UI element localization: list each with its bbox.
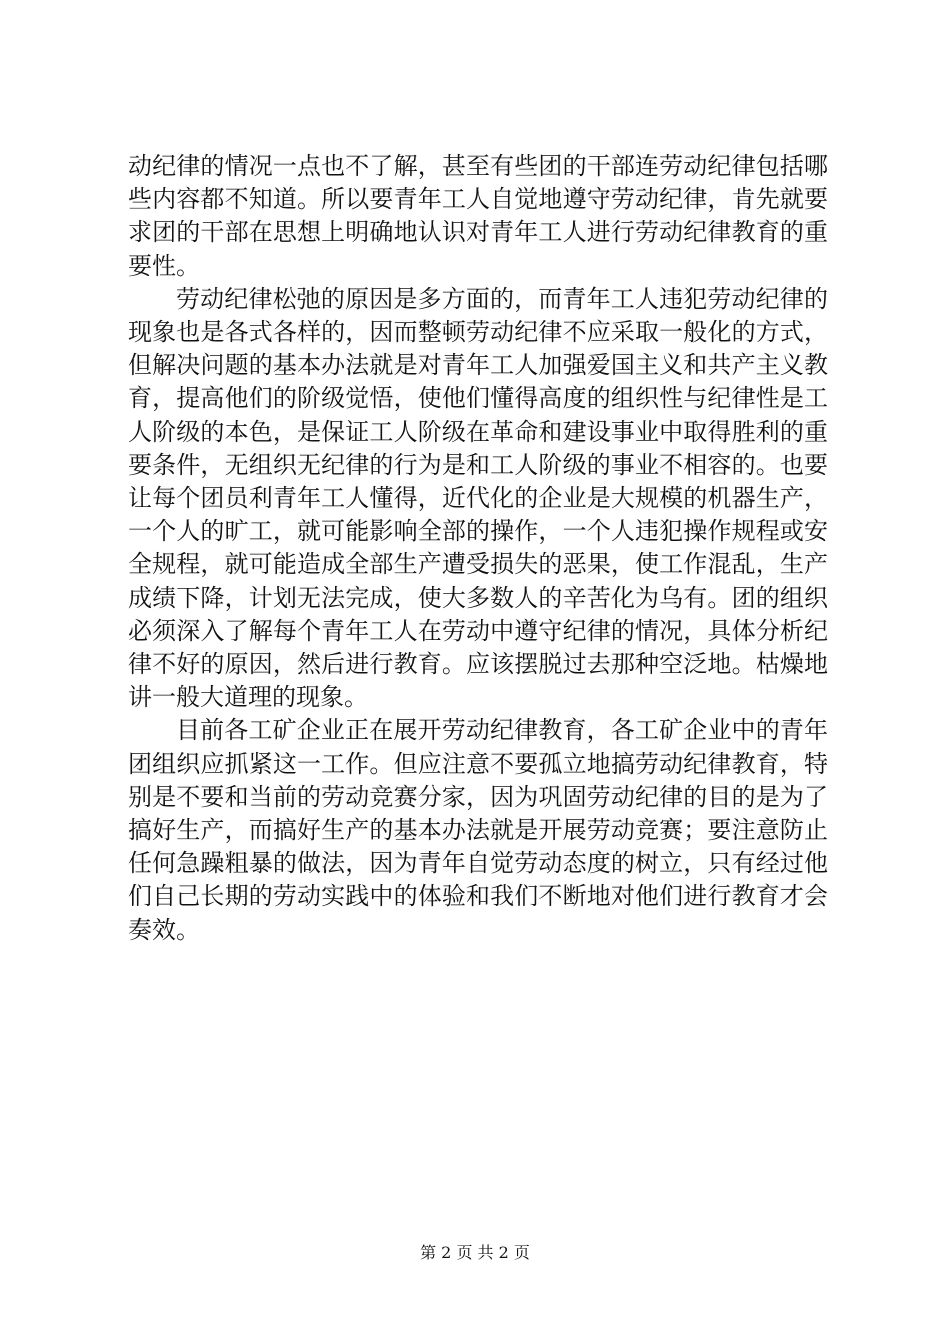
document-body xyxy=(128,150,828,947)
paragraph-continuation: 动纪律的情况一点也不了解，甚至有些团的干部连劳动纪律包括哪些内容都不知道。所以要青年工人自觉地遵守劳动纪律，肯先就要求团的干部在思想上明确地认识对青年工人进行劳动纪律教育的重要性。 xyxy=(128,152,828,280)
page-footer xyxy=(0,1243,950,1263)
paragraph-labor-discipline-causes: 劳动纪律松弛的原因是多方面的，而青年工人违犯劳动纪律的现象也是各式各样的，因而整顿劳动纪律不应采取一般化的方式，但解决问题的基本办法就是对青年工人加强爱国主义和共产主义教育，提高他们的阶级觉悟，使他们懂得高度的组织性与纪律性是工人阶级的本色，是保证工人阶级在革命和建设事业中取得胜利的重要条件，无组织无纪律的行为是和工人阶级的事业不相容的。也要让每个团员利青年工人懂得，近代化的企业是大规模的机器生产，一个人的旷工，就可能影响全部的操作，一个人违犯操作规程或安全规程，就可能造成全部生产遭受损失的恶果，使工作混乱，生产成绩下降，计划无法完成，使大多数人的辛苦化为乌有。团的组织必须深入了解每个青年工人在劳动中遵守纪律的情况，具体分析纪律不好的原因，然后进行教育。应该摆脱过去那种空泛地。枯燥地讲一般大道理的现象。 xyxy=(128,284,828,712)
page-number-indicator: 第 2 页 共 2 页 xyxy=(420,1243,530,1262)
paragraph-current-education: 目前各工矿企业正在展开劳动纪律教育，各工矿企业中的青年团组织应抓紧这一工作。但应注意不要孤立地搞劳动纪律教育，特别是不要和当前的劳动竞赛分家，因为巩固劳动纪律的目的是为了搞好生产，而搞好生产的基本办法就是开展劳动竞赛；要注意防止任何急躁粗暴的做法，因为青年自觉劳动态度的树立，只有经过他们自己长期的劳动实践中的体验和我们不断地对他们进行教育才会奏效。 xyxy=(128,716,828,944)
